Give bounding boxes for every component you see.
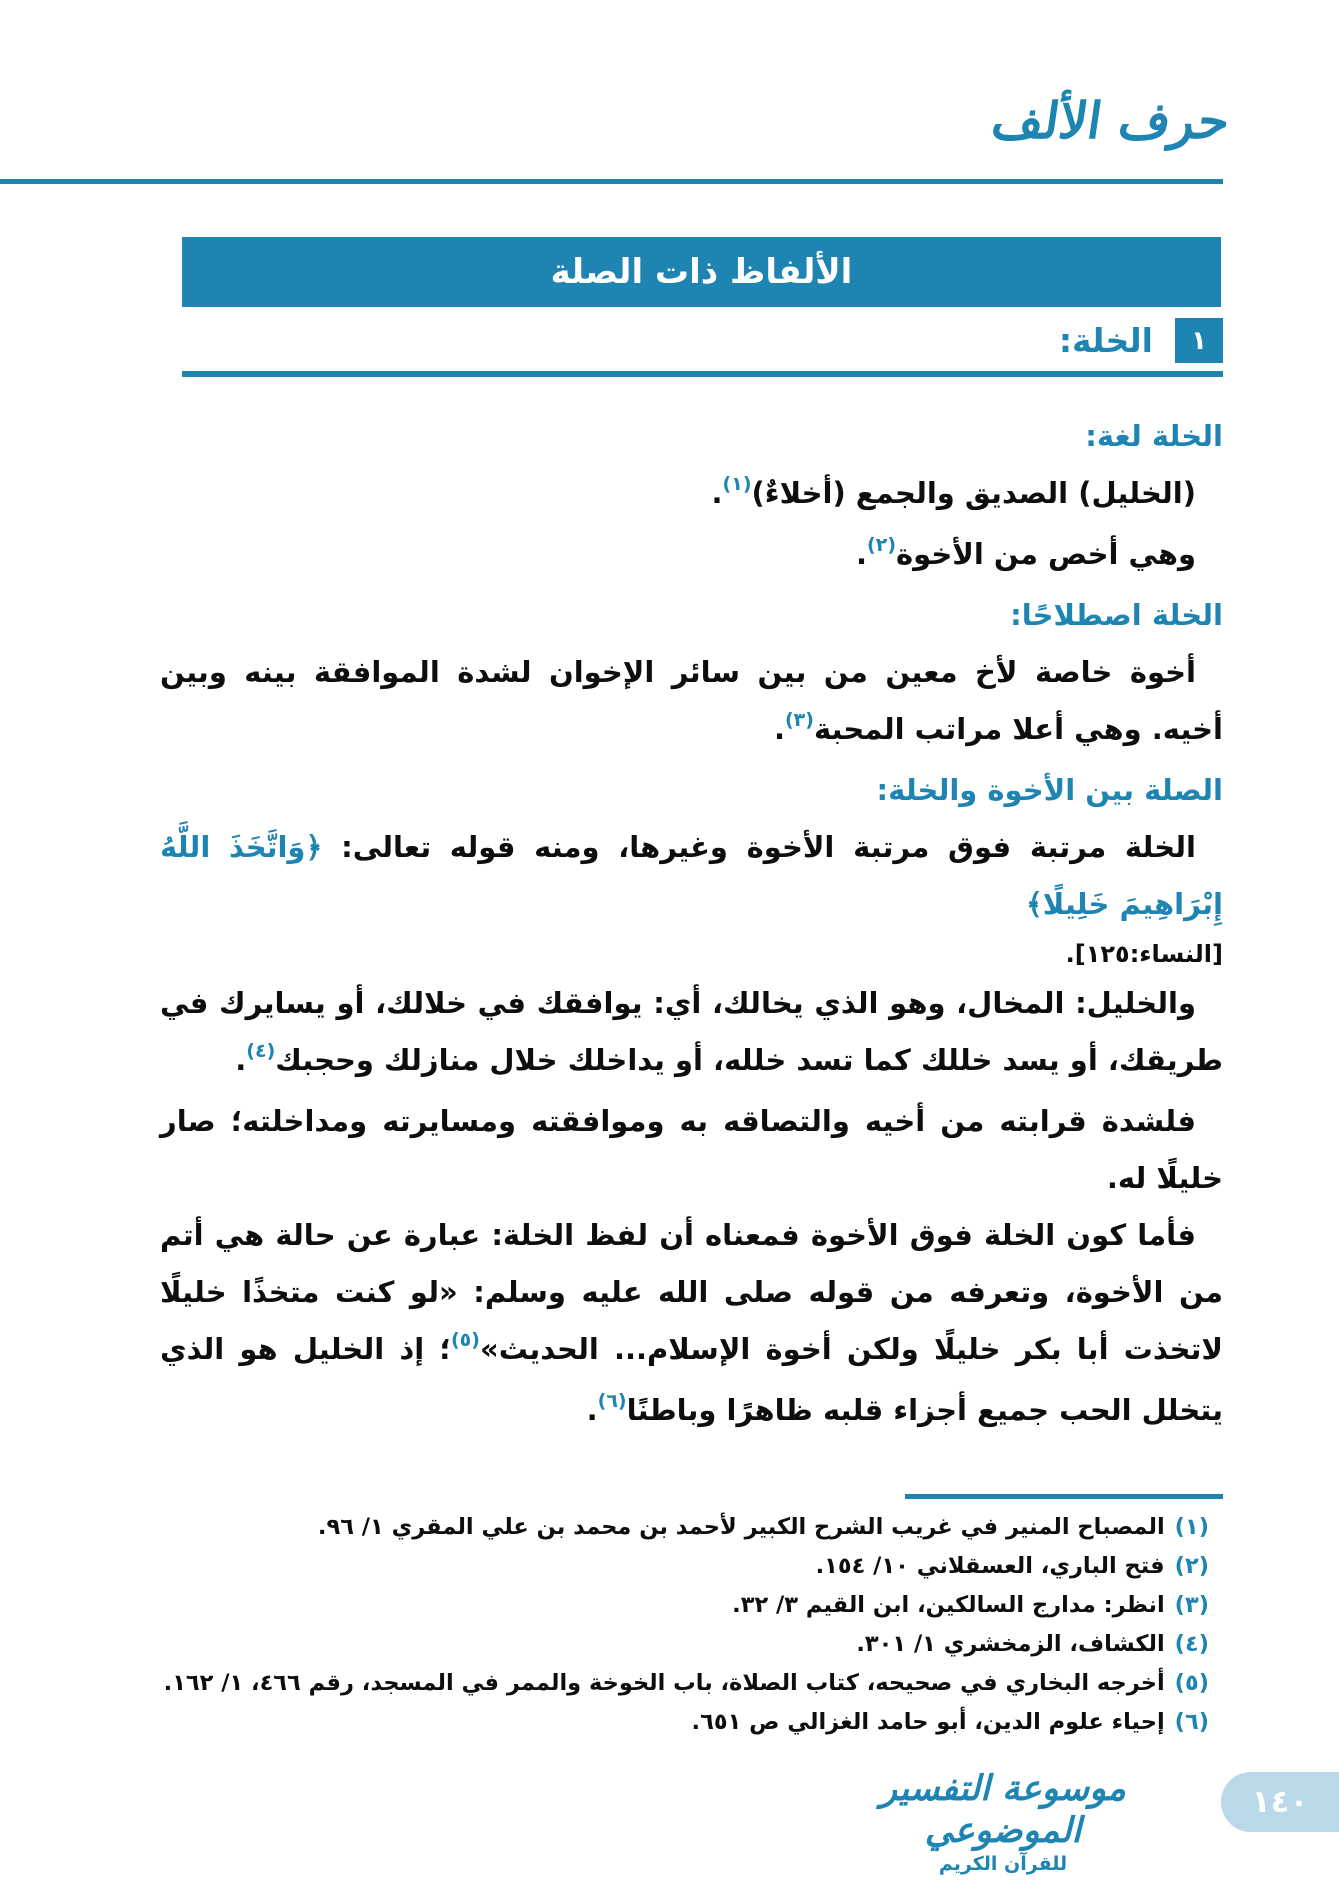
footnote-item [160,1547,1209,1586]
footnote-text: انظر: مدارج السالكين، ابن القيم ٣/ ٣٢. [732,1592,1165,1618]
footnote-item [160,1508,1209,1547]
entry-number-box [1175,318,1223,363]
paragraph-text: فلشدة قرابته من أخيه والتصاقه به وموافقته ومسايرته ومداخلته؛ صار خليلًا له. [160,1104,1223,1195]
page-number: ١٤٠ [1251,1784,1309,1820]
paragraph-text: والخليل: المخال، وهو الذي يخالك، أي: يوافقك في خلالك، أو يسايرك في طريقك، أو يسد خللك كما تسد خلله، أو يداخلك خلال منازلك وحجبك [160,986,1223,1077]
verse-reference: [النساء:١٢٥]. [1065,940,1223,968]
footnote-item [160,1703,1209,1742]
paragraph-verse [160,819,1223,933]
footnote-text: إحياء علوم الدين، أبو حامد الغزالي ص ٦٥١. [691,1709,1165,1735]
paragraph-definition-2 [160,526,1223,587]
entry-number: ١ [1191,325,1207,356]
paragraph-text: الخلة مرتبة فوق مرتبة الأخوة وغيرها، ومنه قوله تعالى: [322,830,1196,864]
footnote-marker-2: (٢) [867,534,897,556]
footnote-number: (١) [1174,1514,1209,1540]
section-title: الألفاظ ذات الصلة [550,252,853,292]
heading-linguistic-meaning: الخلة لغة: [1085,419,1223,453]
paragraph-tail: . [711,476,723,510]
entry-divider-rule [182,371,1223,377]
header-divider-rule [0,179,1223,184]
heading-terminological-meaning: الخلة اصطلاحًا: [1010,598,1223,632]
paragraph-closeness [160,1093,1223,1207]
logo-line-1: موسوعة التفسير الموضوعي [880,1769,1126,1851]
paragraph-text: أخوة خاصة لأخ معين من بين سائر الإخوان لشدة الموافقة بينه وبين أخيه. وهي أعلا مراتب المحبة [160,655,1223,746]
footnote-number: (٢) [1174,1553,1209,1579]
footnote-number: (٥) [1174,1670,1209,1696]
footnote-number: (٣) [1174,1592,1209,1618]
paragraph-tail: . [235,1043,247,1077]
chapter-calligraphy-title: حرف الألف [984,92,1229,150]
paragraph-terminological [160,644,1223,762]
paragraph-text: وهي أخص من الأخوة [896,537,1196,571]
paragraph-tail: . [773,712,785,746]
footnote-marker-5: (٥) [450,1329,480,1351]
footnotes-list [160,1508,1223,1742]
logo-line-2: للقرآن الكريم [938,1853,1068,1875]
quran-verse: ﴿وَاتَّخَذَ اللَّهُ إِبْرَاهِيمَ خَلِيلًا﴾ [160,830,1223,921]
paragraph-text: فأما كون الخلة فوق الأخوة فمعناه أن لفظ الخلة: عبارة عن حالة هي أتم من الأخوة، وتعرفه من قوله صلى الله عليه وسلم: «لو كنت متخذًا خليلًا لاتخذت أبا بكر خليلًا ولكن أخوة الإسلام... الحديث» [160,1218,1223,1366]
paragraph-tail: . [586,1393,598,1427]
footnote-text: أخرجه البخاري في صحيحه، كتاب الصلاة، باب الخوخة والممر في المسجد، رقم ٤٦٦، ١/ ١٦٢. [163,1670,1165,1696]
footnote-text: الكشاف، الزمخشري ١/ ٣٠١. [856,1631,1165,1657]
paragraph-tail: . [856,537,868,571]
footnote-item [160,1625,1209,1664]
heading-relation-ukhuwwa-khulla: الصلة بين الأخوة والخلة: [876,773,1223,807]
paragraph-khalil-explanation [160,975,1223,1093]
footnote-number: (٤) [1174,1631,1209,1657]
footnote-text: فتح الباري، العسقلاني ١٠/ ١٥٤. [815,1553,1165,1579]
footnote-marker-6: (٦) [597,1390,627,1412]
body-content [160,408,1223,1443]
entry-heading-row [1059,318,1223,363]
footnote-number: (٦) [1174,1709,1209,1735]
paragraph-hadith [160,1207,1223,1443]
paragraph-text: ؛ إذ الخليل هو الذي يتخلل الحب جميع أجزاء قلبه ظاهرًا وباطنًا [160,1332,1223,1427]
footnote-marker-3: (٣) [784,709,814,731]
footnote-marker-4: (٤) [246,1040,276,1062]
encyclopedia-logo-calligraphy [838,1768,1168,1876]
page-number-pill [1221,1772,1339,1832]
footnote-item [160,1586,1209,1625]
footnote-marker-1: (١) [722,473,752,495]
footnotes-separator-rule [905,1494,1223,1499]
footnote-item [160,1664,1209,1703]
footnote-text: المصباح المنير في غريب الشرح الكبير لأحمد بن محمد بن علي المقري ١/ ٩٦. [317,1514,1165,1540]
entry-title: الخلة: [1058,321,1153,360]
paragraph-text: (الخليل) الصديق والجمع (أخلاءٌ) [751,476,1196,510]
paragraph-definition-1 [160,465,1223,526]
section-title-bar [182,237,1221,307]
